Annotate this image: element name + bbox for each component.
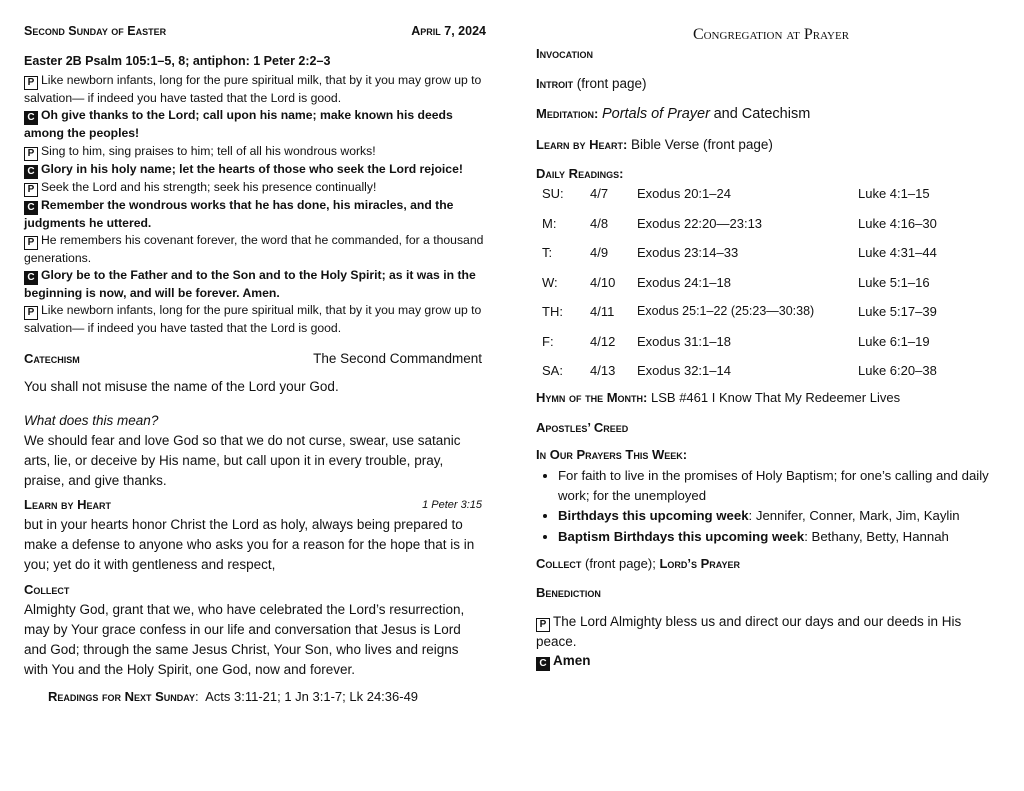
congregation-icon: C [24, 271, 38, 285]
meditation: Meditation: Portals of Prayer and Catechism [536, 106, 811, 122]
collect-prayer: Almighty God, grant that we, who have celebrated the Lord’s resurrection, may by Your grace confess in our life and conversation that Jesus is Lord and God; through the same Jesus Christ, Your Son, who lives and reigns with You and the Holy Spirit, one God, now and forever. [24, 602, 465, 677]
pastor-icon: P [24, 236, 38, 250]
service-date: April 7, 2024 [411, 24, 486, 38]
psalm-line: C Oh give thanks to the Lord; call upon his name; make known his deeds among the peoples! [24, 108, 453, 141]
congregation-icon: C [24, 165, 38, 179]
daily-readings-heading: Daily Readings: [536, 166, 624, 181]
benediction-heading: Benediction [536, 585, 601, 600]
list-item: • Baptism Birthdays this upcoming week: Bethany, Betty, Hannah [558, 527, 1008, 547]
table-row: M: 4/8 Exodus 22:20—23:13 Luke 4:16–30 [542, 215, 937, 231]
verse-reference: 1 Peter 3:15 [422, 499, 482, 511]
next-readings-label: Readings for Next Sunday [48, 689, 195, 704]
apostles-creed: Apostles’ Creed [536, 420, 629, 435]
table-row: F: 4/12 Exodus 31:1–18 Luke 6:1–19 [542, 333, 930, 349]
memory-verse: but in your hearts honor Christ the Lord as holy, always being prepared to make a defense to anyone who asks you for a reason for the hope that is in you; yet do it with gentleness and respect, [24, 517, 475, 572]
catechism-question: What does this mean? [24, 413, 159, 428]
congregation-icon: C [24, 201, 38, 215]
right-title: Congregation at Prayer [692, 26, 850, 43]
table-row: SU: 4/7 Exodus 20:1–24 Luke 4:1–15 [542, 186, 930, 201]
psalm-line: C Remember the wondrous works that he has done, his miracles, and the judgments he uttered. [24, 197, 454, 230]
introit: Introit (front page) [536, 76, 647, 91]
daily-readings-table [542, 186, 937, 393]
pastor-icon: P [24, 183, 38, 197]
prayers-heading: In Our Prayers This Week: [536, 447, 688, 462]
catechism-heading: Catechism [24, 351, 80, 366]
service-title: Second Sunday of Easter [24, 24, 167, 38]
collect-section [24, 580, 486, 680]
psalm-line: P Sing to him, sing praises to him; tell of all his wondrous works! [24, 143, 494, 161]
catechism-section [24, 349, 486, 491]
psalm-line: P Like newborn infants, long for the pure spiritual milk, that by it you may grow up to salvation— if indeed you have tasted that the Lord is good. [24, 73, 482, 105]
psalm-line: C Glory be to the Father and to the Son and to the Holy Spirit; as it was in the beginning is now, and will be forever. Amen. [24, 268, 476, 301]
next-readings-text: Acts 3:11-21; 1 Jn 3:1-7; Lk 24:36-49 [205, 689, 419, 704]
prayer-list [536, 466, 1008, 547]
hymn-of-month: Hymn of the Month: LSB #461 I Know That My Redeemer Lives [536, 390, 901, 405]
learn-heading: Learn by Heart [24, 497, 112, 512]
page-header [24, 24, 486, 38]
benediction-text: P The Lord Almighty bless us and direct our days and our deeds in His peace. C Amen [536, 614, 962, 669]
congregation-icon: C [536, 657, 550, 671]
pastor-icon: P [24, 76, 38, 90]
invocation: Invocation [536, 46, 593, 61]
psalm-line: P Seek the Lord and his strength; seek his presence continually! [24, 179, 494, 197]
collect-lords-prayer: Collect (front page); Lord’s Prayer [536, 556, 740, 571]
commandment-text: You shall not misuse the name of the Lord your God. [24, 379, 339, 394]
learn-by-heart: Learn by Heart: Bible Verse (front page) [536, 137, 773, 152]
table-row: TH: 4/11 Exodus 25:1–22 (25:23—30:38) Luke 5:17–39 [542, 304, 937, 319]
psalm-line: P Like newborn infants, long for the pure spiritual milk, that by it you may grow up to salvation— if indeed you have tasted that the Lord is good. [24, 303, 482, 336]
list-item: • For faith to live in the promises of Holy Baptism; for one’s calling and daily work; for the unemployed [558, 466, 1008, 505]
psalm-title: Easter 2B Psalm 105:1–5, 8; antiphon: 1 Peter 2:2–3 [24, 54, 331, 68]
table-row: W: 4/10 Exodus 24:1–18 Luke 5:1–16 [542, 274, 930, 290]
table-row: SA: 4/13 Exodus 32:1–14 Luke 6:20–38 [542, 363, 937, 378]
psalm-line: P He remembers his covenant forever, the word that he commanded, for a thousand generations. [24, 232, 484, 265]
next-sunday-readings: Readings for Next Sunday: Acts 3:11-21; 1 Jn 3:1-7; Lk 24:36-49 [48, 689, 419, 704]
psalm-line: C Glory in his holy name; let the hearts of those who seek the Lord rejoice! [24, 161, 494, 179]
pastor-icon: P [536, 618, 550, 632]
list-item: • Birthdays this upcoming week: Jennifer, Conner, Mark, Jim, Kaylin [558, 506, 1008, 526]
psalm-responsive-reading [24, 72, 494, 338]
catechism-subtitle: The Second Commandment [313, 351, 482, 366]
pastor-icon: P [24, 306, 38, 320]
congregation-icon: C [24, 111, 38, 125]
collect-heading: Collect [24, 582, 70, 597]
pastor-icon: P [24, 147, 38, 161]
table-row: T: 4/9 Exodus 23:14–33 Luke 4:31–44 [542, 245, 937, 260]
catechism-answer: We should fear and love God so that we do not curse, swear, use satanic arts, lie, or deceive by His name, but call upon it in every trouble, pray, praise, and give thanks. [24, 433, 461, 488]
learn-by-heart-section [24, 495, 486, 575]
